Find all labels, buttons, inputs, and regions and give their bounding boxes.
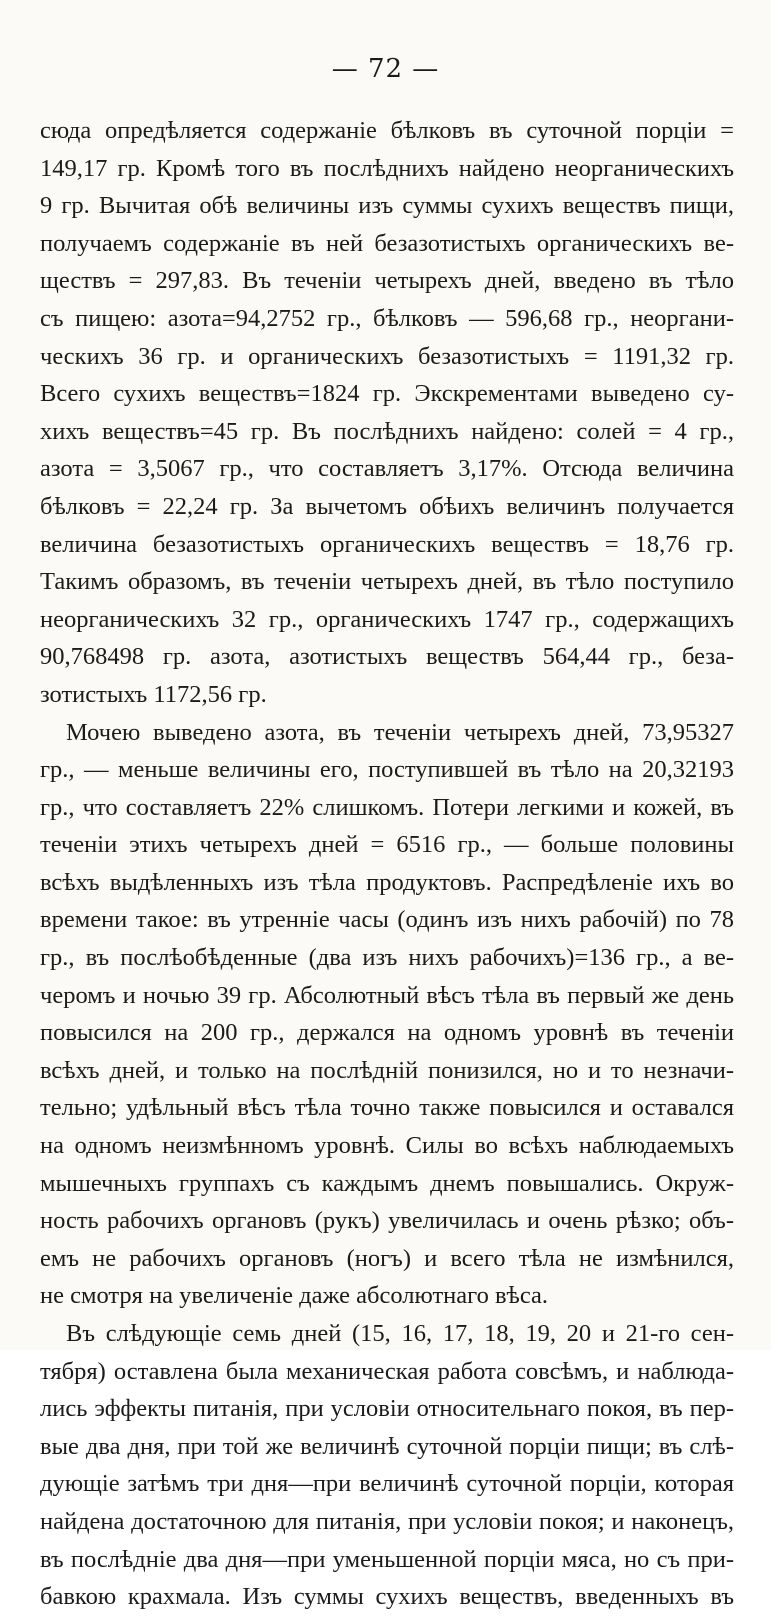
- text-line: въ послѣдніе два дня—при уменьшенной порціи мяса, но съ при-: [40, 1545, 734, 1573]
- text-line: ность рабочихъ органовъ (рукъ) увеличилась и очень рѣзко; объ-: [40, 1207, 734, 1235]
- text-line: 149,17 гр. Кромѣ того въ послѣднихъ найдено неорганическихъ: [40, 154, 734, 182]
- text-line: гр., — меньше величины его, поступившей въ тѣло на 20,32193: [40, 756, 734, 784]
- text-line: времени такое: въ утренніе часы (одинъ изъ нихъ рабочій) по 78: [40, 906, 734, 934]
- text-line: всѣхъ дней, и только на послѣдній понизился, но и то незначи-: [40, 1056, 734, 1084]
- text-line: съ пищею: азота=94,2752 гр., бѣлковъ — 596,68 гр., неоргани-: [40, 304, 734, 332]
- text-line: величина безазотистыхъ органическихъ веществъ = 18,76 гр.: [40, 530, 734, 558]
- text-line: дующіе затѣмъ три дня—при величинѣ суточной порціи, которая: [40, 1470, 734, 1498]
- text-line: найдена достаточною для питанія, при условіи покоя; и наконецъ,: [40, 1507, 734, 1535]
- text-line: 90,768498 гр. азота, азотистыхъ веществъ 564,44 гр., беза-: [40, 643, 734, 671]
- text-line: неорганическихъ 32 гр., органическихъ 1747 гр., содержащихъ: [40, 605, 734, 633]
- text-line: 9 гр. Вычитая обѣ величины изъ суммы сухихъ веществъ пищи,: [40, 192, 734, 220]
- text-line: всѣхъ выдѣленныхъ изъ тѣла продуктовъ. Распредѣленіе ихъ во: [40, 868, 734, 896]
- text-line: не смотря на увеличеніе даже абсолютнаго вѣса.: [40, 1282, 549, 1310]
- text-line: на одномъ неизмѣнномъ уровнѣ. Силы во всѣхъ наблюдаемыхъ: [40, 1132, 734, 1160]
- text-line: хихъ веществъ=45 гр. Въ послѣднихъ найдено: солей = 4 гр.,: [40, 417, 734, 445]
- text-line: мышечныхъ группахъ съ каждымъ днемъ повышались. Окруж-: [40, 1169, 734, 1197]
- text-line: гр., что составляетъ 22% слишкомъ. Потери легкими и кожей, въ: [40, 793, 734, 821]
- text-line: Мочею выведено азота, въ теченіи четырехъ дней, 73,95327: [66, 718, 734, 746]
- text-line: тельно; удѣльный вѣсъ тѣла точно также повысился и оставался: [40, 1094, 734, 1122]
- text-line: теченіи этихъ четырехъ дней = 6516 гр., — больше половины: [40, 831, 734, 859]
- text-line: черомъ и ночью 39 гр. Абсолютный вѣсъ тѣла въ первый же день: [40, 981, 734, 1009]
- text-line: сюда опредѣляется содержаніе бѣлковъ въ суточной порціи =: [40, 117, 734, 144]
- text-line: азота = 3,5067 гр., что составляетъ 3,17%. Отсюда величина: [40, 455, 734, 483]
- text-line: тября) оставлена была механическая работа совсѣмъ, и наблюда-: [40, 1357, 734, 1385]
- text-line: гр., въ послѣобѣденные (два изъ нихъ рабочихъ)=136 гр., а ве-: [40, 944, 734, 972]
- page-number: — 72 —: [331, 54, 440, 84]
- text-line: емъ не рабочихъ органовъ (ногъ) и всего тѣла не измѣнился,: [40, 1244, 734, 1272]
- text-line: Всего сухихъ веществъ=1824 гр. Экскрементами выведено су-: [40, 380, 734, 408]
- text-line: ществъ = 297,83. Въ теченіи четырехъ дней, введено въ тѣло: [40, 267, 734, 295]
- text-line: зотистыхъ 1172,56 гр.: [40, 680, 267, 708]
- text-line: бѣлковъ = 22,24 гр. За вычетомъ обѣихъ величинъ получается: [40, 492, 734, 520]
- text-line: повысился на 200 гр., держался на одномъ уровнѣ въ теченіи: [40, 1019, 734, 1047]
- text-line: лись эффекты питанія, при условіи относительнаго покоя, въ пер-: [40, 1395, 734, 1423]
- text-line: Такимъ образомъ, въ теченіи четырехъ дней, въ тѣло поступило: [40, 568, 734, 596]
- text-line: вые два дня, при той же величинѣ суточной порціи пищи; въ слѣ-: [40, 1432, 734, 1460]
- text-line: Въ слѣдующіе семь дней (15, 16, 17, 18, 19, 20 и 21-го сен-: [66, 1320, 734, 1347]
- text-line: бавкою крахмала. Изъ суммы сухихъ веществъ, введенныхъ въ: [40, 1583, 734, 1611]
- text-line: ческихъ 36 гр. и органическихъ безазотистыхъ = 1191,32 гр.: [40, 342, 734, 370]
- text-line: получаемъ содержаніе въ ней безазотистыхъ органическихъ ве-: [40, 229, 734, 257]
- body-text: [40, 112, 734, 1616]
